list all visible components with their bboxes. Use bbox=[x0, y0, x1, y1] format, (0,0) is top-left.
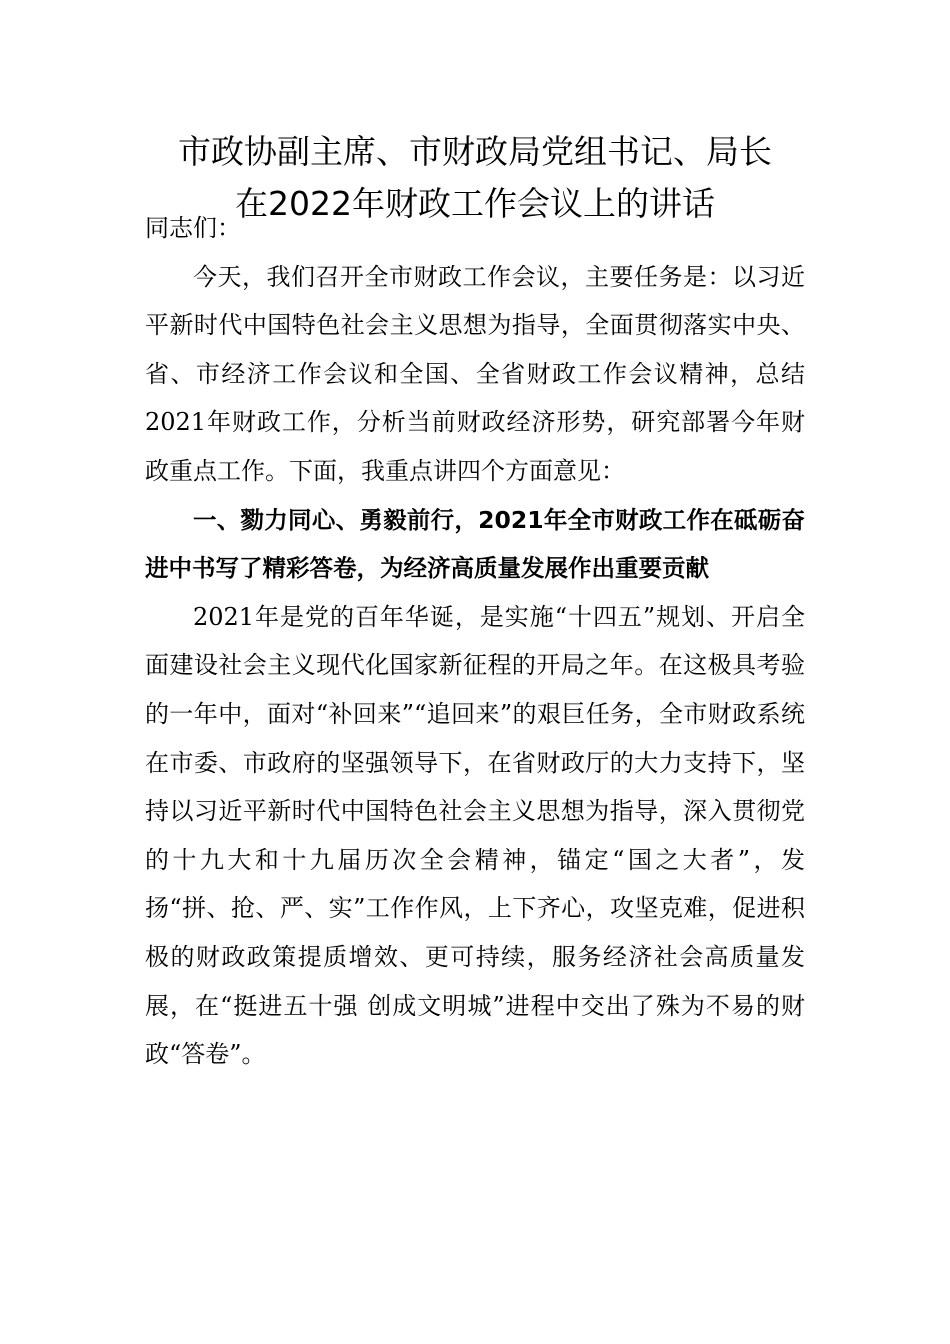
document-body bbox=[145, 204, 805, 1079]
title-line-1: 市政协副主席、市财政局党组书记、局长 bbox=[178, 132, 772, 171]
paragraph-intro: 今天，我们召开全市财政工作会议，主要任务是：以习近平新时代中国特色社会主义思想为指导，全面贯彻落实中央、省、市经济工作会议和全国、全省财政工作会议精神，总结2021年财政工作，分析当前财政经济形势，研究部署今年财政重点工作。下面，我重点讲四个方面意见： bbox=[145, 262, 805, 485]
paragraph-review: 2021年是党的百年华诞，是实施“十四五”规划、开启全面建设社会主义现代化国家新征程的开局之年。在这极具考验的一年中，面对“补回来”“追回来”的艰巨任务，全市财政系统在市委、市政府的坚强领导下，在省财政厅的大力支持下，坚持以习近平新时代中国特色社会主义思想为指导，深入贯彻党的十九大和十九届历次全会精神，锚定“国之大者”，发扬“拼、抢、严、实”工作作风，上下齐心，攻坚克难，促进积极的财政政策提质增效、更可持续，服务经济社会高质量发展，在“挺进五十强 创成文明城”进程中交出了殊为不易的财政“答卷”。 bbox=[145, 602, 805, 1069]
salutation: 同志们： bbox=[145, 214, 241, 242]
title-line-2: 在2022年财政工作会议上的讲话 bbox=[235, 184, 715, 223]
section-heading-1: 一、勠力同心、勇毅前行，2021年全市财政工作在砥砺奋进中书写了精彩答卷，为经济高质量发展作出重要贡献 bbox=[145, 505, 805, 583]
